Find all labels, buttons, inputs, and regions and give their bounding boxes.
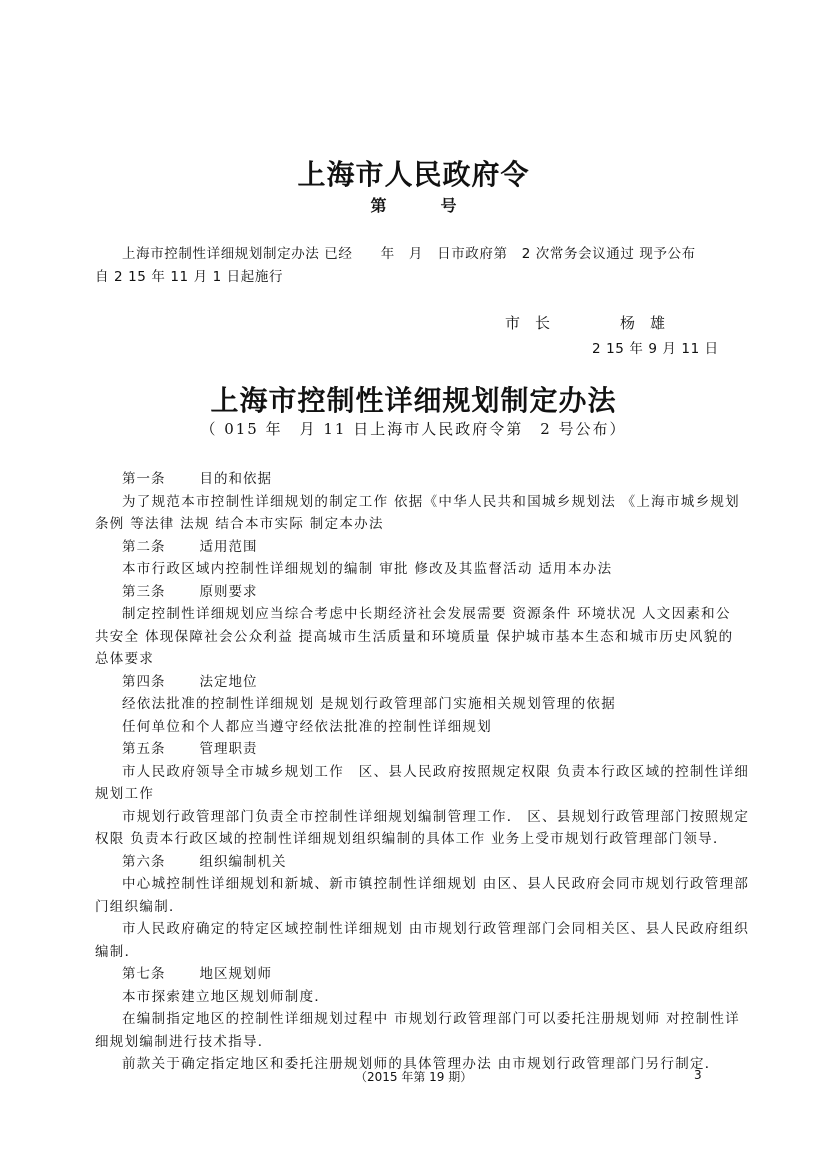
article-name: 原则要求 [199,583,258,600]
article-name: 组织编制机关 [199,853,287,870]
article-name: 目的和依据 [199,471,272,487]
order-number-suffix: 号 [440,196,457,215]
article-name: 适用范围 [199,538,258,555]
sign-date: 2 15 年 9 月 11 日 [592,341,719,357]
article-number: 第二条 [122,538,166,555]
article-text-line: 编制． [95,943,140,960]
article-text-line: 本市探索建立地区规划师制度． [122,988,330,1005]
order-number-prefix: 第 [370,196,387,215]
article-text-line: 共安全 体现保障社会公众利益 提高城市生活质量和环境质量 保护城市基本生态和城市历史风貌的 [95,628,734,645]
article-text-line: 前款关于确定指定地区和委托注册规划师的具体管理办法 由市规划行政管理部门另行制定． [122,1056,720,1072]
article-heading [122,580,258,600]
article-heading [122,962,272,982]
article-text-line: 规划工作 [95,786,155,802]
article-text-line: 经依法批准的控制性详细规划 是规划行政管理部门实施相关规划管理的依据 [122,696,616,712]
order-number [0,193,827,216]
footer-issue: （2015 年第 19 期） [355,1070,473,1084]
article-text-line: 制定控制性详细规划应当综合考虑中长期经济社会发展需要 资源条件 环境状况 人文因素和公 [122,606,731,622]
article-text-line: 为了规范本市控制性详细规划的制定工作 依据《中华人民共和国城乡规划法 《上海市城乡规划 [122,493,740,510]
article-text-line: 在编制指定地区的控制性详细规划过程中 市规划行政管理部门可以委托注册规划师 对控制性详 [122,1011,740,1027]
article-text-line: 市人民政府确定的特定区域控制性详细规划 由市规划行政管理部门会同相关区、县人民政府组织 [122,921,750,937]
preamble-line-1: 上海市控制性详细规划制定办法 已经 年 月 日市政府第 2 次常务会议通过 现予公布 [122,246,696,262]
article-text-line: 中心城控制性详细规划和新城、新市镇控制性详细规划 由区、县人民政府会同市规划行政管理部 [122,876,750,892]
article-number: 第五条 [122,741,166,757]
article-number: 第六条 [122,853,166,870]
signer-title: 市 长 [505,314,551,332]
article-heading [122,670,258,690]
article-text-line: 本市行政区域内控制性详细规划的编制 审批 修改及其监督活动 适用本办法 [122,561,613,577]
signer-name: 杨 雄 [620,314,666,332]
article-heading [122,467,272,487]
article-heading [122,535,258,555]
article-name: 管理职责 [199,741,258,757]
article-text-line: 任何单位和个人都应当遵守经依法批准的控制性详细规划 [122,718,492,735]
article-text-line: 市规划行政管理部门负责全市控制性详细规划编制管理工作． 区、县规划行政管理部门按照规定 [122,808,750,825]
order-title: 上海市人民政府令 [297,158,530,191]
article-number: 第四条 [122,673,166,690]
article-text-line: 权限 负责本行政区域的控制性详细规划组织编制的具体工作 业务上受市规划行政管理部门领导． [95,831,728,847]
footer-page-number: 3 [694,1068,702,1082]
article-text-line: 市人民政府领导全市城乡规划工作 区、县人民政府按照规定权限 负责本行政区域的控制性详细 [122,763,750,780]
article-text-line: 条例 等法律 法规 结合本市实际 制定本办法 [95,516,384,532]
article-text-line: 门组织编制． [95,898,184,915]
article-text-line: 总体要求 [95,651,155,667]
article-number: 第七条 [122,966,166,982]
article-heading [122,737,258,757]
article-number: 第一条 [122,471,166,487]
article-number: 第三条 [122,583,166,600]
article-name: 地区规划师 [199,966,272,982]
article-heading [122,850,287,870]
article-text-line: 细规划编制进行技术指导． [95,1033,273,1050]
article-name: 法定地位 [199,673,258,690]
preamble-line-2: 自 2 15 年 11 月 1 日起施行 [95,269,284,285]
document-subtitle: （ 015 年 月 11 日上海市人民政府令第 2 号公布） [200,420,627,438]
document-title: 上海市控制性详细规划制定办法 [210,384,617,417]
